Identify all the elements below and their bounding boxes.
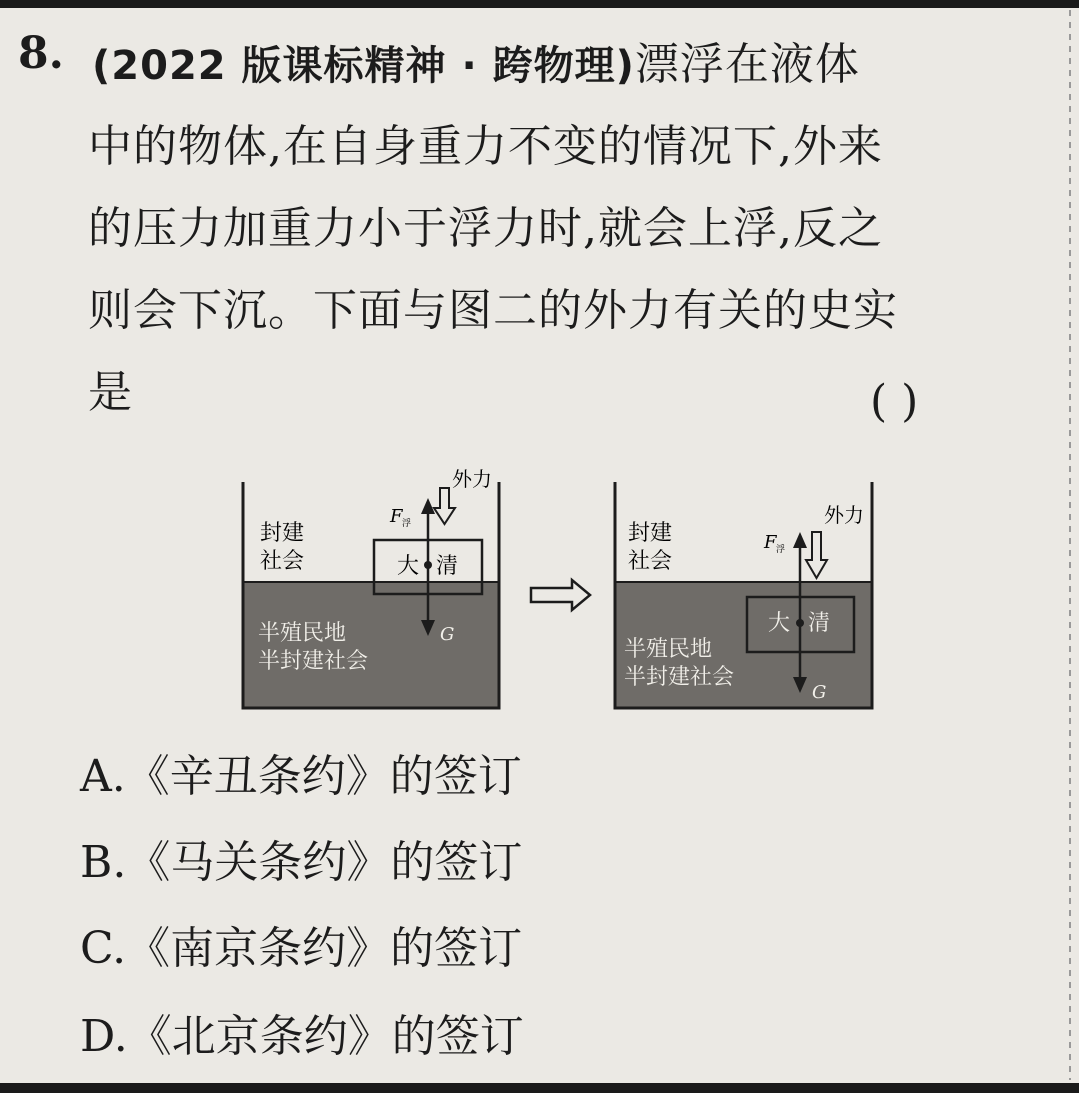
buoyancy-label-left: F <box>390 506 403 527</box>
bottom-label-right-1: 半殖民地 <box>624 637 713 662</box>
top-label-left-1: 封建 <box>260 521 305 546</box>
block-label-right-1: 大 <box>768 611 791 636</box>
buoyancy-arrowhead-right <box>793 532 807 548</box>
gravity-label-left: G <box>440 624 455 645</box>
bottom-label-left-1: 半殖民地 <box>258 621 347 646</box>
gravity-label-right: G <box>812 682 827 703</box>
question-line-5: 是 <box>88 367 133 418</box>
external-force-arrow-left <box>434 488 455 524</box>
option-text: 《马关条约》的签订 <box>126 837 523 888</box>
option-letter: C. <box>80 923 127 974</box>
top-label-right-2: 社会 <box>628 549 673 574</box>
answer-parentheses: ( ) <box>870 376 919 427</box>
option-letter: B. <box>80 837 127 888</box>
question-line-4: 则会下沉。下面与图二的外力有关的史实 <box>88 285 898 336</box>
external-force-arrow-right <box>806 532 827 578</box>
bottom-label-right-2: 半封建社会 <box>624 665 735 690</box>
top-label-left-2: 社会 <box>260 549 305 574</box>
top-label-right-1: 封建 <box>628 521 673 546</box>
option-letter: A. <box>80 751 126 802</box>
question-line-2: 中的物体,在自身重力不变的情况下,外来 <box>88 121 883 172</box>
question-text-1: 漂浮在液体 <box>634 39 860 90</box>
option-d[interactable] <box>80 1000 524 1064</box>
option-text: 《南京条约》的签订 <box>126 923 523 974</box>
diagram-left <box>243 467 499 708</box>
external-force-label-right: 外力 <box>824 503 864 527</box>
option-b[interactable] <box>80 826 522 890</box>
question-line-3: 的压力加重力小于浮力时,就会上浮,反之 <box>88 203 883 254</box>
buoyancy-sub-right: 浮 <box>776 545 786 555</box>
buoyancy-label-right: F <box>764 532 777 553</box>
diagram-right <box>615 482 872 708</box>
question-source: (2022 版课标精神 · 跨物理) <box>92 43 635 89</box>
block-label-left-2: 清 <box>436 554 459 579</box>
option-c[interactable] <box>80 912 522 976</box>
buoyancy-arrowhead-left <box>421 498 435 514</box>
block-label-right-2: 清 <box>808 611 831 636</box>
option-a[interactable] <box>80 740 522 804</box>
option-text: 《辛丑条约》的签订 <box>125 751 522 802</box>
block-label-left-1: 大 <box>397 554 420 579</box>
question-number: 8. <box>18 28 64 79</box>
transition-arrow <box>531 580 590 610</box>
option-text: 《北京条约》的签订 <box>127 1011 524 1062</box>
buoyancy-sub-left: 浮 <box>402 519 412 529</box>
option-letter: D. <box>80 1011 128 1062</box>
external-force-label-left: 外力 <box>452 467 492 491</box>
bottom-label-left-2: 半封建社会 <box>258 649 369 674</box>
